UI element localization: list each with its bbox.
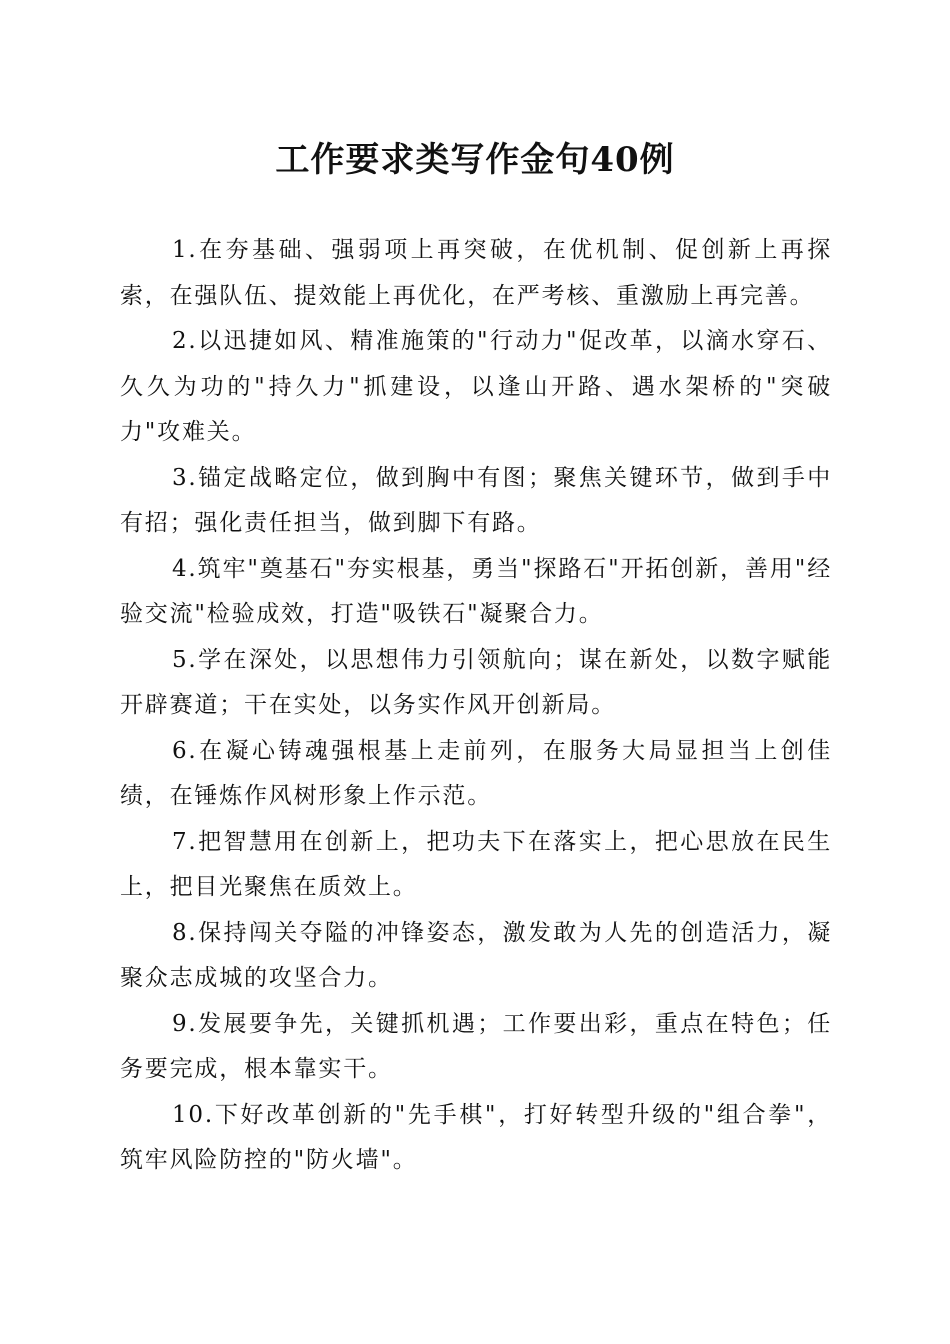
paragraph-9: 9.发展要争先，关键抓机遇；工作要出彩，重点在特色；任务要完成，根本靠实干。 [120,1010,832,1082]
document-body [120,228,832,1184]
paragraph-4: 4.筑牢"奠基石"夯实根基，勇当"探路石"开拓创新，善用"经验交流"检验成效，打造"吸铁石"凝聚合力。 [120,555,832,627]
paragraph-6: 6.在凝心铸魂强根基上走前列，在服务大局显担当上创佳绩，在锤炼作风树形象上作示范。 [120,737,832,809]
paragraph-7: 7.把智慧用在创新上，把功夫下在落实上，把心思放在民生上，把目光聚焦在质效上。 [120,828,832,900]
document-title: 工作要求类写作金句40例 [275,140,675,180]
paragraph-1: 1.在夯基础、强弱项上再突破，在优机制、促创新上再探索，在强队伍、提效能上再优化，在严考核、重激励上再完善。 [120,237,832,309]
paragraph-3: 3.锚定战略定位，做到胸中有图；聚焦关键环节，做到手中有招；强化责任担当，做到脚下有路。 [120,464,832,536]
paragraph-2: 2.以迅捷如风、精准施策的"行动力"促改革，以滴水穿石、久久为功的"持久力"抓建设，以逢山开路、遇水架桥的"突破力"攻难关。 [120,328,832,445]
paragraph-8: 8.保持闯关夺隘的冲锋姿态，激发敢为人先的创造活力，凝聚众志成城的攻坚合力。 [120,919,832,991]
paragraph-10: 10.下好改革创新的"先手棋"，打好转型升级的"组合拳"，筑牢风险防控的"防火墙"。 [120,1101,832,1173]
paragraph-5: 5.学在深处，以思想伟力引领航向；谋在新处，以数字赋能开辟赛道；干在实处，以务实作风开创新局。 [120,646,832,718]
